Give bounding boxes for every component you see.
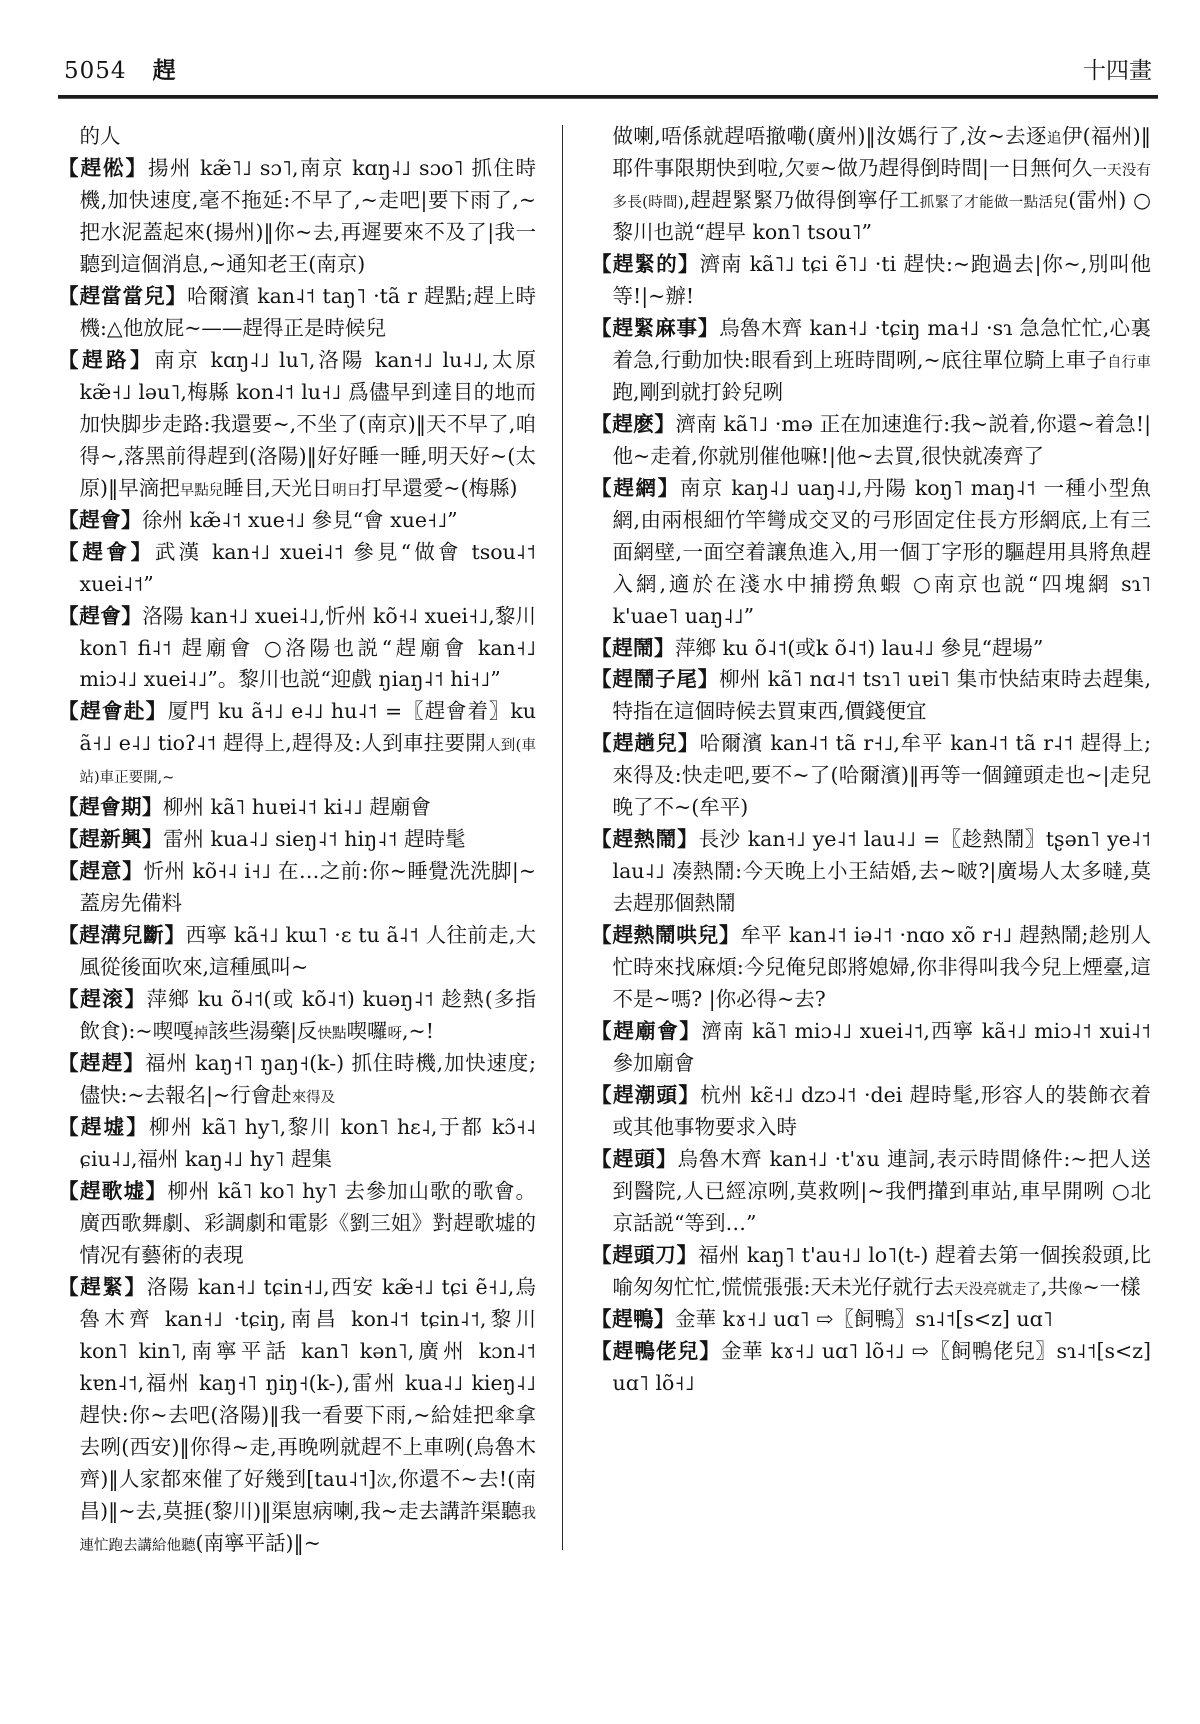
entry-text: 睡目,天光日 (223, 475, 333, 500)
headword: 【趕緊】 (58, 1274, 147, 1299)
entry-text: 柳州 kã˥ huɐi˨˦ ki˨˩ 趕廟會 (163, 795, 431, 820)
entry-text: 打早還愛~(梅縣) (361, 475, 518, 500)
entry-text: ,~! (402, 1019, 434, 1044)
headword: 【趕潮頭】 (591, 1083, 701, 1108)
entry-text: ,趕趕緊緊乃做得倒寧仔工 (683, 187, 920, 212)
headword: 【趕墟】 (58, 1115, 149, 1140)
headword: 【趕熱鬧哄兒】 (591, 923, 741, 948)
entry-text: 做喇,唔係就趕唔撤嘞(廣州)‖汝媽行了,汝~去逐 (612, 124, 1047, 148)
dictionary-entry (58, 696, 536, 792)
entry-text: 南京 kɑŋ˨˩ lu˥,洛陽 kan˧˩ lu˨˩,太原 kæ̃˧˩ ləu˥,梅縣 kon˨˦ lu˧˩ 爲儘早到達目的地而加快脚步走路:我還要~,不坐了(南京)‖天不早了,咱得~,落黑前得趕到(洛陽)‖好好睡一睡,明天好~(太原)‖早滴把 (79, 347, 537, 500)
entry-text: 揚州 kæ̃˥˩ sɔ˥,南京 kɑŋ˨˩ sɔo˥ 抓住時機,加快速度,毫不拖延:不早了,~走吧|要下雨了,~把水泥蓋起來(揚州)‖你~去,再遲要來不及了|我一聽到這個消息,~通知老王(南京) (79, 155, 537, 276)
dictionary-entry (591, 824, 1151, 920)
annotation-small: 掉 (193, 1026, 209, 1043)
headword: 【趕麽】 (591, 411, 676, 436)
headword: 【趕會】 (58, 507, 142, 532)
headword: 【趕會期】 (58, 795, 163, 820)
headword: 【趕鴨佬兒】 (591, 1338, 721, 1363)
headword: 【趕路】 (58, 347, 155, 372)
headword: 【趕廟會】 (591, 1019, 702, 1044)
dictionary-entry (591, 1080, 1151, 1144)
entry-text: 哈爾濱 kan˨˦ tã r˧˩,牟平 kan˨˦ tã r˨˦ 趕得上;來得及:快走吧,要不~了(哈爾濱)‖再等一個鐘頭走也~|走兒晚了不~(牟平) (612, 731, 1151, 820)
entry-text: 福州 kaŋ˧˥ ŋaŋ˧(k-) 抓住時機,加快速度;儘快:~去報名|~行會赴 (79, 1051, 537, 1108)
headword: 【趕滚】 (58, 987, 147, 1012)
headword: 【趕緊麻事】 (591, 315, 720, 340)
entry-text: 武漢 kan˧˩ xuei˨˦ 參見“做會 tsou˨˦ xuei˨˦” (79, 539, 537, 596)
dictionary-entry (591, 1240, 1151, 1304)
page-number: 5054 (64, 58, 127, 84)
dictionary-entry (58, 1272, 536, 1560)
entry-text: 萍鄉 ku õ˨˦(或k õ˨˦) lau˨˩ 參見“趕場” (675, 635, 1044, 660)
annotation-small: 來得及 (291, 1090, 336, 1107)
dictionary-entry (591, 409, 1151, 473)
entry-text: 牟平 kan˨˦ iə˨˦ ·nɑo xõ r˧˩ 趕熱鬧;趁別人忙時來找麻煩:今兒俺兒郎將媳婦,你非得叫我今兒上煙臺,這不是~嗎? |你必得~去? (612, 923, 1152, 1012)
columns (58, 121, 1158, 1560)
entry-text: (南寧平話)‖~ (195, 1530, 321, 1555)
guide-character: 趕 (152, 57, 176, 84)
annotation-small: 追 (1046, 131, 1062, 147)
dictionary-entry (58, 856, 536, 920)
entry-text: 忻州 kõ˧˨ i˧˩ 在…之前:你~睡覺洗洗脚|~蓋房先備料 (79, 859, 536, 916)
headword: 【趕會】 (58, 539, 155, 564)
dictionary-entry (58, 1176, 536, 1272)
headword: 【趕溝兒斷】 (58, 923, 186, 948)
entry-text: ,你還不~去!(南昌)‖~去,莫捱(黎川)‖渠崽病喇,我~走去講許渠聽 (79, 1466, 536, 1523)
entry-text: 洛陽 kan˧˩ xuei˨˩,忻州 kõ˧˨ xuei˧˩,黎川 kon˥ fi˨˦ 趕廟會 ○洛陽也説“趕廟會 kan˧˩ miɔ˨˩ xuei˨˩”。黎川也説“迎戲 ŋiaŋ˨˦ hi˧˩” (79, 603, 536, 692)
headword: 【趕歌墟】 (58, 1178, 168, 1203)
entry-text: ,共 (1040, 1274, 1068, 1299)
entry-text: 濟南 kã˥ miɔ˨˩ xuei˨˦,西寧 kã˧˩ miɔ˨˦ xui˨˦ 參加廟會 (612, 1019, 1152, 1076)
headword: 【趕趕】 (58, 1051, 146, 1076)
entry-text: 西寧 kã˧˩ kɯ˥ ·ɛ tu ã˨˦ 人往前走,大風從後面吹來,這種風叫~ (79, 923, 537, 980)
dictionary-entry (58, 792, 536, 824)
headword: 【趕頭】 (591, 1147, 678, 1171)
entry-text: 該些湯藥|反 (208, 1019, 318, 1044)
right-column (591, 121, 1151, 1560)
dictionary-entry (591, 633, 1151, 665)
left-column (58, 121, 536, 1560)
entry-text: 洛陽 kan˧˩ tɕin˧˩,西安 kæ̃˧˩ tɕi ẽ˧˩,烏魯木齊 kan˧˩ ·tɕiŋ,南昌 kon˨˦ tɕin˨˦,黎川 kon˥ kin˥,南寧平話 kan˥ kən˥,廣州 kɔn˨˦ kɐn˨˦,福州 kaŋ˧˥ ŋiŋ˧(k-),雷州 kua˨˩ kieŋ˨˩ 趕快:你~去吧(洛陽)‖我一看要下雨,~給娃把傘拿去咧(西安)‖你得~走,再晚咧就趕不上車咧(烏魯木齊)‖人家都來催了好幾到[tau˨˦] (79, 1274, 536, 1491)
annotation-small: 像 (1067, 1281, 1083, 1298)
dictionary-entry (591, 1016, 1151, 1080)
annotation-small: 抓緊了才能做一點活兒 (919, 194, 1069, 211)
headword: 【趕會赴】 (58, 699, 168, 724)
entry-text: 喫囉 (346, 1019, 388, 1044)
headword: 【趕會】 (58, 603, 143, 628)
annotation-small: 明日 (332, 482, 362, 499)
annotation-small: 我連忙跑去講給他聽 (79, 1505, 536, 1554)
annotation-small: 次 (376, 1473, 392, 1490)
entry-text: 長沙 kan˧˩ ye˨˦ lau˨˩ =〖趁熱鬧〗tʂən˥ ye˨˦ lau˨˩ 凑熱鬧:今天晚上小王結婚,去~啵?|廣場人太多噠,莫去趕那個熱鬧 (612, 827, 1151, 916)
dictionary-entry (58, 920, 536, 984)
entry-text: 濟南 kã˥˩ ·mə 正在加速進行:我~説着,你還~着急!|他~走着,你就別催他嘛!|他~去買,很快就凑齊了 (612, 411, 1152, 468)
dictionary-entry (58, 984, 536, 1048)
entry-text: 金華 kɤ˧˩ uɑ˥ ⇨〖飼鴨〗sɿ˨˦[s<z] uɑ˥ (675, 1306, 1053, 1331)
dictionary-entry (58, 1048, 536, 1112)
entry-text: 濟南 kã˥˩ tɕi ẽ˥˩ ·ti 趕快:~跑過去|你~,別叫他等!|~辦! (612, 251, 1151, 308)
headword: 【趕新興】 (58, 827, 163, 852)
header-rule (58, 95, 1158, 99)
entry-text: 柳州 kã˥ ko˥ hy˥ 去參加山歌的歌會。廣西歌舞劇、彩調劇和電影《劉三姐》對趕歌墟的情况有藝術的表現 (79, 1178, 536, 1267)
page-header (58, 52, 1158, 95)
entry-text: 的人 (79, 124, 121, 148)
entry-text: 徐州 kæ̃˨˦ xue˧˩ 參見“會 xue˧˩” (142, 507, 458, 532)
headword: 【趕鬧】 (591, 635, 675, 660)
headword: 【趕趟兒】 (591, 731, 700, 756)
stroke-section-label: 十四畫 (1083, 58, 1152, 84)
entry-text: 柳州 kã˥ hy˥,黎川 kon˥ hɛ˨,于都 kɔ̃˧˨ ɕiu˨˩,福州 kaŋ˨˩ hy˥ 趕集 (79, 1115, 536, 1171)
dictionary-entry (58, 153, 536, 281)
dictionary-entry (58, 281, 536, 345)
dictionary-entry (591, 1304, 1151, 1336)
headword: 【趕鬧子尾】 (591, 667, 720, 692)
headword: 【趕熱鬧】 (591, 827, 699, 852)
annotation-small: 早點兒 (179, 482, 224, 499)
entry-text: 南京 kaŋ˨˩ uaŋ˨˩,丹陽 koŋ˥ maŋ˨˦ 一種小型魚網,由兩根細竹竿彎成交叉的弓形固定住長方形網底,上有三面網壁,一面空着讓魚進入,用一個丁字形的驅趕用具將魚趕入網,適於在淺水中捕撈魚蝦 ○南京也説“四塊網 sɿ˥ k'uae˥ uaŋ˨˩” (612, 475, 1151, 628)
entry-text: 杭州 kɛ̃˧˩ dzɔ˨˦ ·dei 趕時髦,形容人的裝飾衣着或其他事物要求入時 (612, 1083, 1152, 1140)
annotation-small: 快點 (317, 1026, 347, 1043)
dictionary-entry (58, 121, 536, 153)
entry-text: 烏魯木齊 kan˧˩ ·t'ɤu 連詞,表示時間條件:~把人送到醫院,人已經凉咧,莫救咧|~我們攆到車站,車早開咧 ○北京話説“等到…” (612, 1147, 1152, 1235)
dictionary-entry (591, 121, 1151, 249)
dictionary-entry (58, 824, 536, 856)
headword: 【趕鴨】 (591, 1306, 675, 1331)
entry-text: 金華 kɤ˧˩ uɑ˥ lõ˧˩ ⇨〖飼鴨佬兒〗sɿ˨˦[s<z] uɑ˥ lõ˧˩ (612, 1338, 1152, 1395)
annotation-small: 天没亮就走了 (953, 1281, 1041, 1298)
annotation-small: 人到(車站)車正要開,~ (79, 738, 536, 787)
headword: 【趕網】 (591, 475, 680, 500)
headword: 【趕當當兒】 (58, 283, 188, 308)
entry-text: ~一樣 (1082, 1274, 1141, 1299)
dictionary-entry (591, 664, 1151, 728)
dictionary-entry (58, 1112, 536, 1176)
headword: 【趕緊的】 (591, 251, 700, 276)
dictionary-entry (58, 601, 536, 697)
annotation-small: 呀 (387, 1026, 403, 1043)
headword: 【趕意】 (58, 859, 144, 884)
dictionary-entry (58, 345, 536, 505)
dictionary-entry (591, 473, 1151, 633)
entry-text: 哈爾濱 kan˨˦ taŋ˥ ·tã r 趕點;趕上時機:△他放屁~——趕得正是時候兒 (79, 283, 536, 340)
dictionary-entry (591, 249, 1151, 313)
headword: 【趕倯】 (58, 155, 148, 180)
entry-text: 萍鄉 ku õ˨˦(或 kõ˨˦) kuəŋ˨˦ 趁熱(多指飲食):~喫嘎 (79, 987, 536, 1044)
dictionary-entry (591, 728, 1151, 824)
entry-text: ~做乃趕得倒時間|一日無何久 (819, 155, 1093, 180)
dictionary-entry (591, 313, 1151, 409)
dictionary-entry (58, 537, 536, 601)
dictionary-entry (591, 1336, 1151, 1400)
entry-text: 跑,剛到就打鈴兒咧 (612, 379, 784, 404)
dictionary-entry (58, 505, 536, 537)
column-divider (562, 125, 563, 1550)
annotation-small: 自行車 (1106, 354, 1151, 371)
entry-text: 柳州 kã˥ nɑ˨˦ tsɿ˥ uɐi˥ 集市快結束時去趕集,特指在這個時候去買東西,價錢便宜 (612, 667, 1152, 724)
entry-text: 福州 kaŋ˥ t'au˧˩ lo˥(t-) 趕着去第一個挨殺頭,比喻匆匆忙忙,慌慌張張:天未光仔就行去 (612, 1242, 1151, 1299)
entry-text: 烏魯木齊 kan˧˩ ·tɕiŋ ma˧˩ ·sɿ 急急忙忙,心裏着急,行動加快:眼看到上班時間咧,~底往單位騎上車子 (612, 315, 1152, 372)
entry-text: (雷州) ○黎川也説“趕早 kon˥ tsou˥” (612, 187, 1151, 244)
entry-text: 厦門 ku ã˧˩ e˨˩ hu˨˦ =〖趕會着〗ku ã˧˩ e˨˩ tioʔ˨˦ 趕得上,趕得及:人到車拄要開 (79, 699, 536, 756)
headword: 【趕頭刀】 (591, 1242, 699, 1267)
dictionary-entry (591, 1144, 1151, 1240)
entry-text: 雷州 kua˨˩ sieŋ˨˦ hiŋ˨˦ 趕時髦 (163, 827, 466, 852)
entry-text: 伊(福州)‖耶件事限期快到啦,欠 (612, 124, 1151, 180)
dictionary-entry (591, 920, 1151, 1016)
annotation-small: 一天没有多長(時間) (612, 162, 1152, 211)
annotation-small: 要 (805, 162, 820, 179)
